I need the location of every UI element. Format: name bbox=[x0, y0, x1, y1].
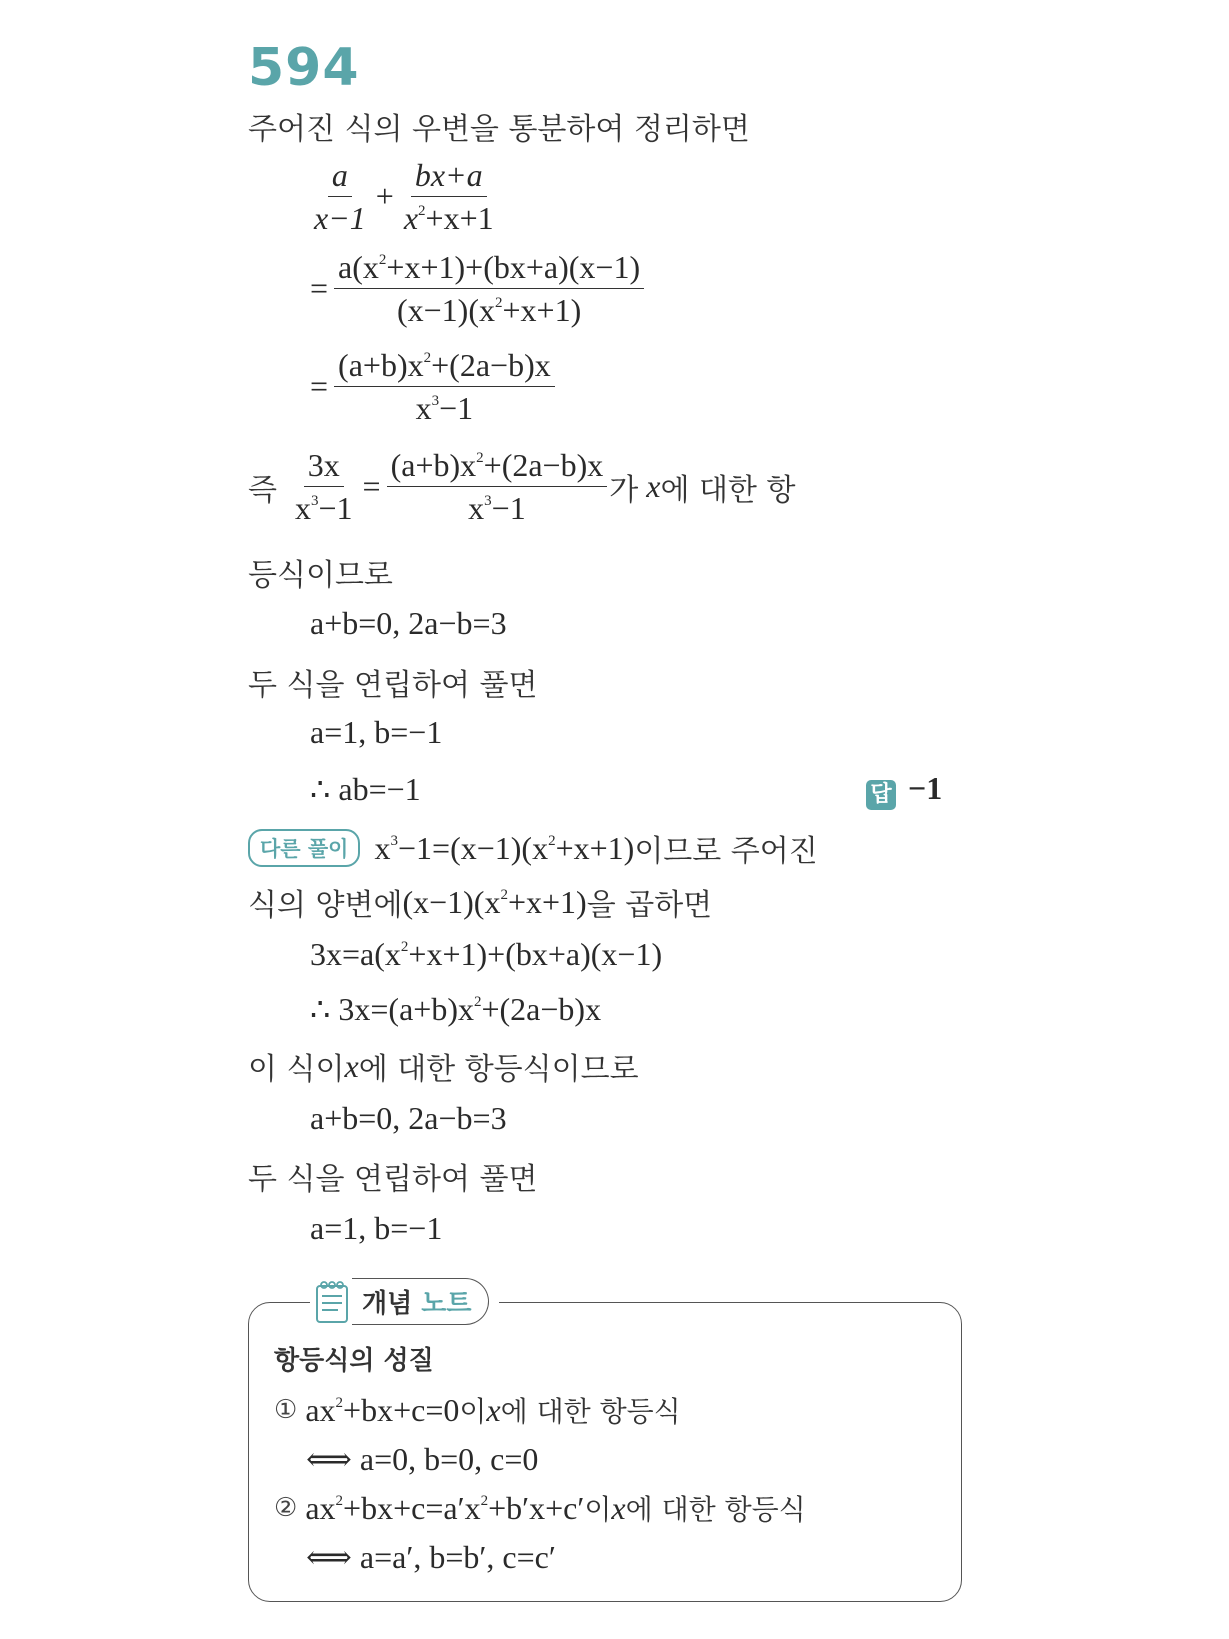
identity-text: 등식이므로 bbox=[248, 558, 393, 593]
answer-value: −1 bbox=[908, 770, 943, 806]
frac1-den: x−1 bbox=[314, 200, 366, 236]
answer bbox=[866, 770, 942, 810]
solve-text-1: 두 식을 연립하여 풀면 bbox=[248, 668, 538, 703]
equation-2: a+b=0, 2a−b=3 bbox=[310, 1100, 507, 1136]
alt-identity-text: 이 식이 x 에 대한 항등식이므로 bbox=[248, 1047, 639, 1087]
frac2-num: bx+a bbox=[414, 157, 483, 193]
conclusion: ∴ ab=−1 bbox=[310, 771, 421, 807]
alt-line-1: 다른 풀이 $x^3-1=(x-1)(x^2+x+1)$ 이므로 주어진 bbox=[248, 826, 818, 870]
frac2-den-a: x bbox=[403, 200, 419, 236]
note-item-2-result: ⟺ a=a′, b=b′, c=c′ bbox=[306, 1539, 556, 1575]
solve-text-2: 두 식을 연립하여 풀면 bbox=[248, 1162, 538, 1197]
step3-expression: = $\frac{(a+b)x^2+(2a-b)x}{x^3-1}$ bbox=[310, 346, 555, 427]
intro-text: 주어진 식의 우변을 통분하여 정리하면 bbox=[248, 112, 750, 147]
frac2-den-b: +x+1 bbox=[425, 200, 494, 236]
alt-equation-2: ∴ $3x=(a+b)x^2+(2a-b)x$ bbox=[310, 991, 602, 1027]
frac1-num: a bbox=[331, 157, 348, 193]
note-item-1-result: ⟺ a=0, b=0, c=0 bbox=[306, 1441, 539, 1477]
note-tab-label-b: 노트 bbox=[421, 1289, 472, 1319]
step1-expression: $\frac{a}{x-1}$ + $\frac{bx+a}{x^2+x+1}$ bbox=[314, 157, 494, 236]
equation-1: a+b=0, 2a−b=3 bbox=[310, 605, 507, 641]
solution-2: a=1, b=−1 bbox=[310, 1210, 443, 1246]
problem-number: 594 bbox=[248, 38, 360, 98]
alt-solution-badge: 다른 풀이 bbox=[248, 829, 360, 867]
identity-line: 즉 $\frac{3x}{x^3-1}$ = $\frac{(a+b)x^2+(2a-b)x}{x^3-1}$ 가 x 에 대한 항 bbox=[248, 447, 796, 526]
note-tab-label-a: 개념 bbox=[362, 1289, 422, 1319]
step2-expression: = $\frac{a(x^2+x+1)+(bx+a)(x-1)}{(x-1)(x^2+x+1)}$ bbox=[310, 248, 644, 329]
answer-badge: 답 bbox=[866, 780, 896, 810]
note-item-1: ① $ax^2+bx+c=0$ 이 x 에 대한 항등식 bbox=[274, 1391, 681, 1428]
notepad-icon bbox=[314, 1279, 352, 1325]
concept-note-tab bbox=[310, 1278, 499, 1325]
solution-1: a=1, b=−1 bbox=[310, 714, 443, 750]
alt-equation-1: $3x=a(x^2+x+1)+(bx+a)(x-1)$ bbox=[310, 936, 663, 972]
note-heading: 항등식의 성질 bbox=[274, 1346, 434, 1376]
alt-line-2: 식의 양변에 $(x-1)(x^2+x+1)$ 을 곱하면 bbox=[248, 883, 713, 923]
note-item-2: ② $ax^2+bx+c=a'x^2+b'x+c'$ 이 x 에 대한 항등식 bbox=[274, 1489, 806, 1526]
